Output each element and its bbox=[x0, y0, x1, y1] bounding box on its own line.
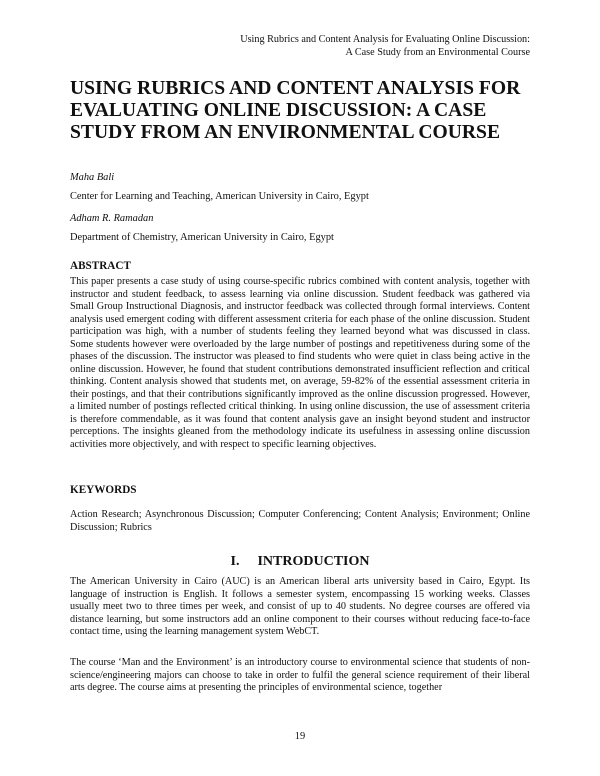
author-name: Adham R. Ramadan bbox=[70, 213, 154, 224]
abstract-heading: ABSTRACT bbox=[70, 260, 131, 272]
section-title: INTRODUCTION bbox=[257, 554, 370, 569]
keywords-text: Action Research; Asynchronous Discussion; Computer Conferencing; Content Analysis; Environment; Online Discussion; Rubrics bbox=[70, 509, 530, 533]
author-name: Maha Bali bbox=[70, 172, 115, 183]
running-header-line-2: A Case Study from an Environmental Course bbox=[345, 47, 530, 58]
abstract-text: This paper presents a case study of using course-specific rubrics combined with content analysis, together with instructor and student feedback, to assess learning via online discussion. Student feedback was gathered via Small Group Instructional Diagnosis, and instructor feedback was collected through formal interviews. Content analysis used emergent coding with different assessment criteria for each phase of the online discussion. Student participation was high, with a number of students feeling they learned beyond what was discussed in class. Some students however were overloaded by the large number of postings and repetitiveness during some of the phases of the discussion. The instructor was pleased to find students who were quiet in class being active in the online discussion. However, he found that student contributions demonstrated insufficient reflection and critical thinking. Content analysis showed that students met, on average, 59-82% of the essential assessment criteria in their postings, and that their contributions significantly improved as the online discussion progressed. However, a limited number of postings reflected critical thinking. In using online discussion, the use of assessment criteria is therefore commendable, as it was found that content analysis gave an insight beyond student and instructor perceptions. The insights gleaned from the methodology indicate its usefulness in assessing online discussion activities more objectively, and with respect to specific learning objectives. bbox=[70, 276, 530, 450]
page-number: 19 bbox=[294, 731, 306, 742]
section-number: I. bbox=[230, 554, 240, 569]
intro-paragraph-2: The course ‘Man and the Environment’ is an introductory course to environmental science that students of non-science/engineering majors can choose to take in order to fulfil the general science requirement of their liberal arts degree. The course aims at presenting the principles of environmental science, together bbox=[70, 657, 530, 693]
keywords-heading: KEYWORDS bbox=[70, 484, 137, 496]
running-header-line-1: Using Rubrics and Content Analysis for Evaluating Online Discussion: bbox=[240, 34, 530, 45]
introduction-heading bbox=[0, 554, 600, 570]
intro-paragraph-1: The American University in Cairo (AUC) is an American liberal arts university based in Cairo, Egypt. Its language of instruction is English. It follows a semester system, encompassing 15 working weeks. Classes usually meet two to three times per week, and consist of up to 40 students. No degree courses are offered via distance learning, but some instructors add an online component to their courses without reducing face-to-face contact time, using the learning management system WebCT. bbox=[70, 576, 530, 637]
running-header bbox=[110, 33, 530, 59]
paper-title: USING RUBRICS AND CONTENT ANALYSIS FOR EVALUATING ONLINE DISCUSSION: A CASE STUDY FROM AN ENVIRONMENTAL COURSE bbox=[70, 78, 521, 143]
author-block-2 bbox=[70, 212, 334, 244]
author-affiliation: Center for Learning and Teaching, American University in Cairo, Egypt bbox=[70, 191, 369, 202]
author-block-1 bbox=[70, 171, 369, 203]
author-affiliation: Department of Chemistry, American University in Cairo, Egypt bbox=[70, 232, 334, 243]
